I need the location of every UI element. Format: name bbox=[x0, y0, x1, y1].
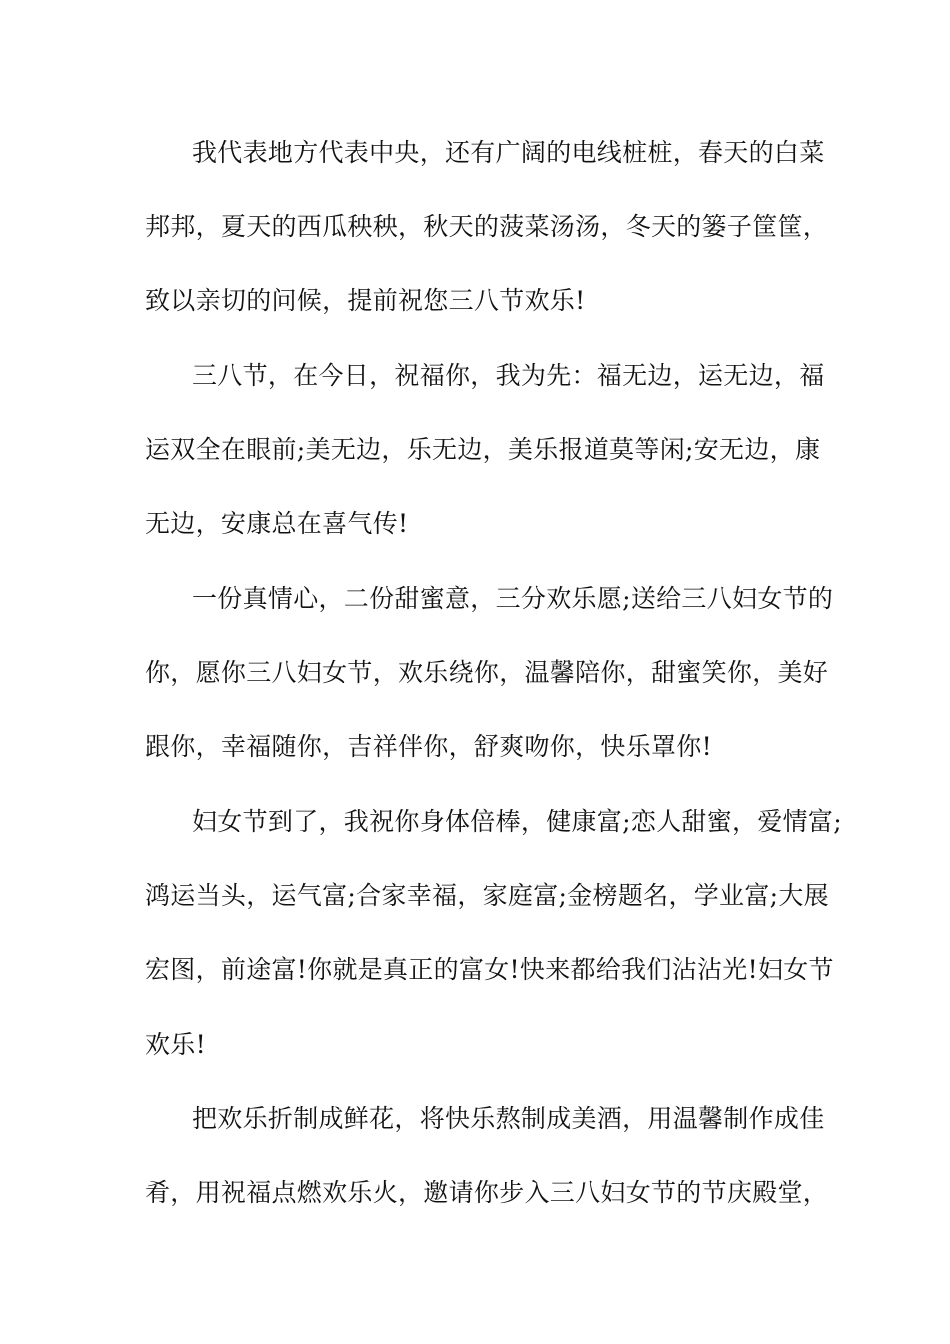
paragraph-2-line-1: 三八节，在今日，祝福你，我为先：福无边，运无边，福 bbox=[192, 361, 825, 390]
paragraph-5-line-2: 肴，用祝福点燃欢乐火，邀请你步入三八妇女节的节庆殿堂， bbox=[145, 1178, 829, 1207]
paragraph-3-line-3: 跟你，幸福随你，吉祥伴你，舒爽吻你，快乐罩你! bbox=[145, 732, 712, 761]
paragraph-3-line-1: 一份真情心，二份甜蜜意，三分欢乐愿;送给三八妇女节的 bbox=[192, 584, 834, 613]
paragraph-4-line-1: 妇女节到了，我祝你身体倍棒，健康富;恋人甜蜜，爱情富; bbox=[192, 807, 842, 836]
paragraph-1-line-2: 邦邦，夏天的西瓜秧秧，秋天的菠菜汤汤，冬天的篓子筐筐， bbox=[145, 212, 829, 241]
paragraph-1-line-1: 我代表地方代表中央，还有广阔的电线桩桩，春天的白菜 bbox=[192, 138, 825, 167]
paragraph-4-line-3: 宏图，前途富!你就是真正的富女!快来都给我们沾沾光!妇女节 bbox=[145, 955, 834, 984]
paragraph-5-line-1: 把欢乐折制成鲜花，将快乐熬制成美酒，用温馨制作成佳 bbox=[192, 1104, 825, 1133]
paragraph-3-line-2: 你，愿你三八妇女节，欢乐绕你，温馨陪你，甜蜜笑你，美好 bbox=[145, 658, 829, 687]
paragraph-1-line-3: 致以亲切的问候，提前祝您三八节欢乐! bbox=[145, 286, 586, 315]
paragraph-4-line-4: 欢乐! bbox=[145, 1030, 206, 1059]
paragraph-4-line-2: 鸿运当头，运气富;合家幸福，家庭富;金榜题名，学业富;大展 bbox=[145, 881, 829, 910]
paragraph-2-line-2: 运双全在眼前;美无边，乐无边，美乐报道莫等闲;安无边，康 bbox=[145, 435, 821, 464]
paragraph-2-line-3: 无边，安康总在喜气传! bbox=[145, 509, 409, 538]
